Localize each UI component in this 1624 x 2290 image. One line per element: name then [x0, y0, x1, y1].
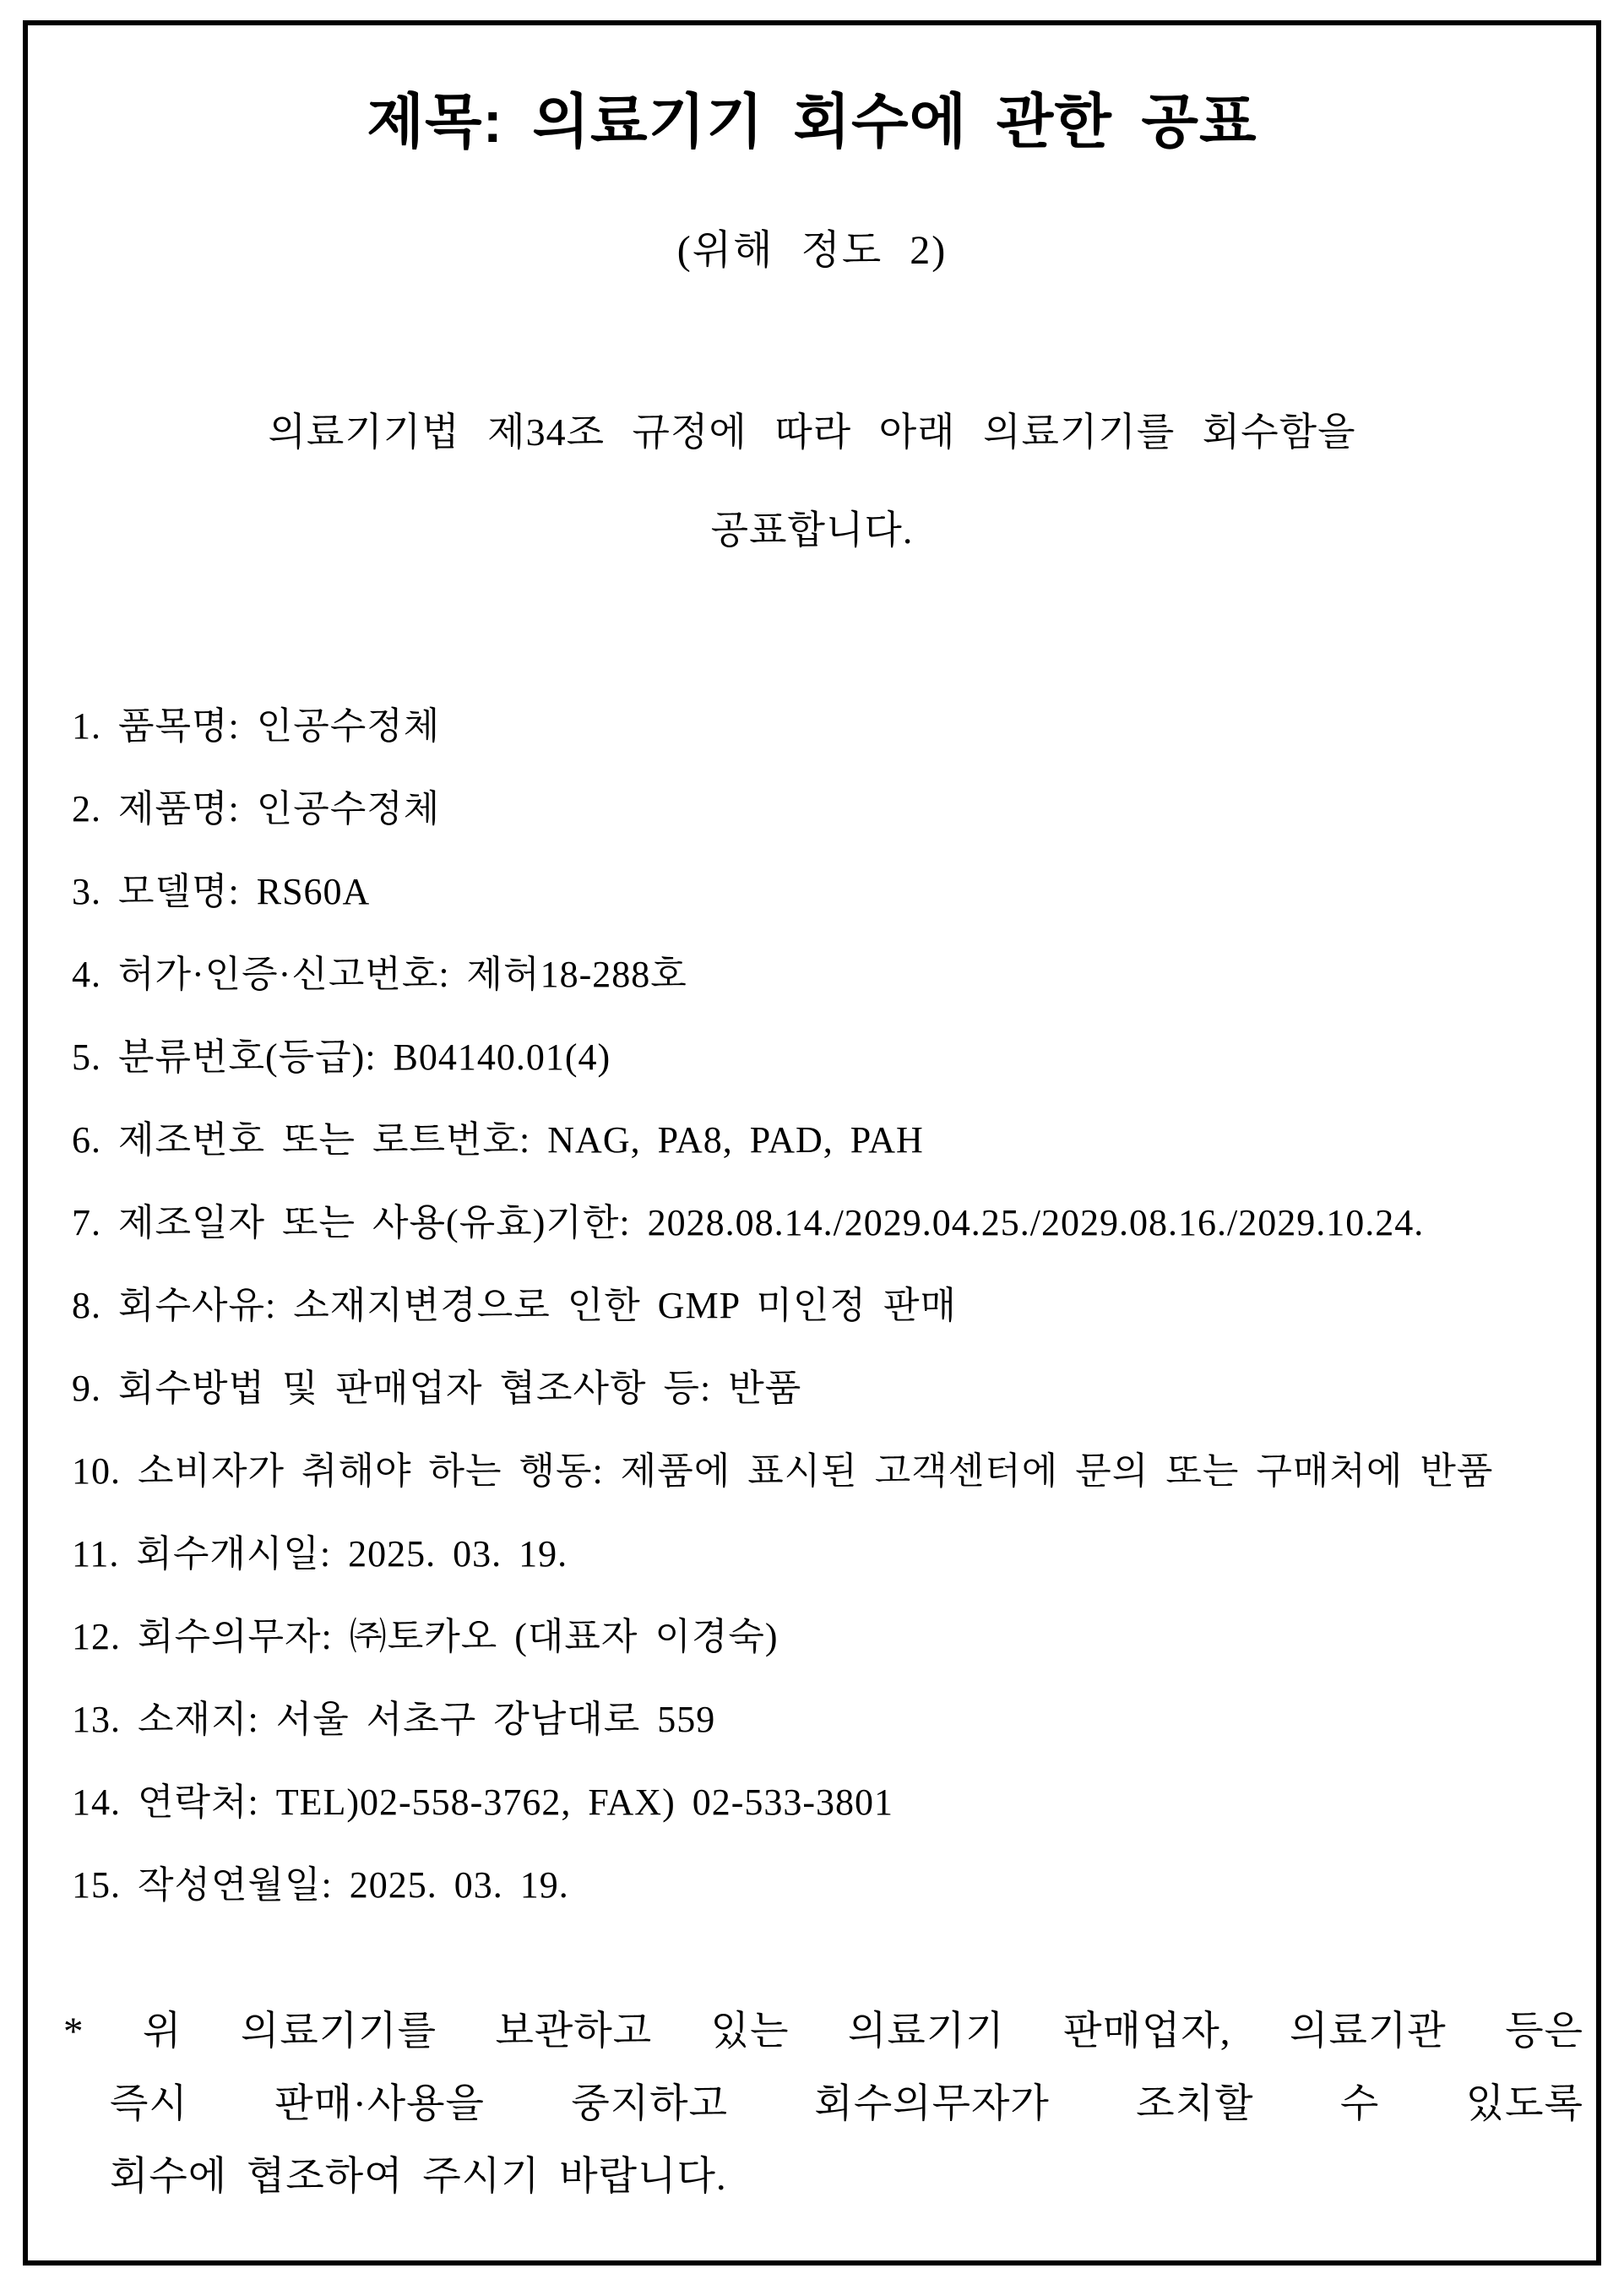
- page-border: [23, 20, 1601, 2266]
- footnote-line-2: 즉시 판매·사용을 중지하고 회수의무자가 조치할 수 있도록: [110, 2082, 1583, 2126]
- list-item-address: 13. 소재지: 서울 서초구 강남대로 559: [72, 1699, 716, 1740]
- list-item-product-name: 2. 제품명: 인공수정체: [72, 788, 441, 830]
- list-item-contact: 14. 연락처: TEL)02-558-3762, FAX) 02-533-3801: [72, 1781, 894, 1823]
- recall-item-list: [28, 685, 1596, 1927]
- footnote-line-3: 회수에 협조하여 주시기 바랍니다.: [110, 2155, 727, 2199]
- list-item-expiry-dates: 7. 제조일자 또는 사용(유효)기한: 2028.08.14./2029.04.25./2029.08.16./2029.10.24.: [72, 1202, 1425, 1243]
- list-item-classification-number: 5. 분류번호(등급): B04140.01(4): [72, 1036, 611, 1078]
- page-title: 제목: 의료기기 회수에 관한 공표: [367, 89, 1257, 155]
- list-item-recall-obligor: 12. 회수의무자: ㈜토카오 (대표자 이경숙): [72, 1616, 779, 1657]
- list-item-recall-start-date: 11. 회수개시일: 2025. 03. 19.: [72, 1533, 568, 1575]
- list-item-approval-number: 4. 허가·인증·신고번호: 제허18-288호: [72, 954, 687, 995]
- list-item-product-category: 1. 품목명: 인공수정체: [72, 705, 441, 747]
- footnote: [28, 1995, 1596, 2213]
- list-item-model-name: 3. 모델명: RS60A: [72, 871, 371, 912]
- list-item-recall-reason: 8. 회수사유: 소재지변경으로 인한 GMP 미인정 판매: [72, 1285, 958, 1326]
- intro-line-1: 의료기기법 제34조 규정에 따라 아래 의료기기를 회수함을: [268, 411, 1356, 454]
- risk-level-subtitle: (위해 정도 2): [676, 228, 948, 273]
- list-item-consumer-action: 10. 소비자가 취해야 하는 행동: 제품에 표시된 고객센터에 문의 또는 구매처에 반품: [72, 1450, 1494, 1492]
- intro-line-2: 공표합니다.: [710, 509, 914, 552]
- list-item-recall-method: 9. 회수방법 및 판매업자 협조사항 등: 반품: [72, 1368, 802, 1409]
- footnote-line-1: * 위 의료기기를 보관하고 있는 의료기기 판매업자, 의료기관 등은: [63, 2010, 1583, 2053]
- list-item-lot-number: 6. 제조번호 또는 로트번호: NAG, PA8, PAD, PAH: [72, 1119, 924, 1161]
- list-item-written-date: 15. 작성연월일: 2025. 03. 19.: [72, 1864, 569, 1906]
